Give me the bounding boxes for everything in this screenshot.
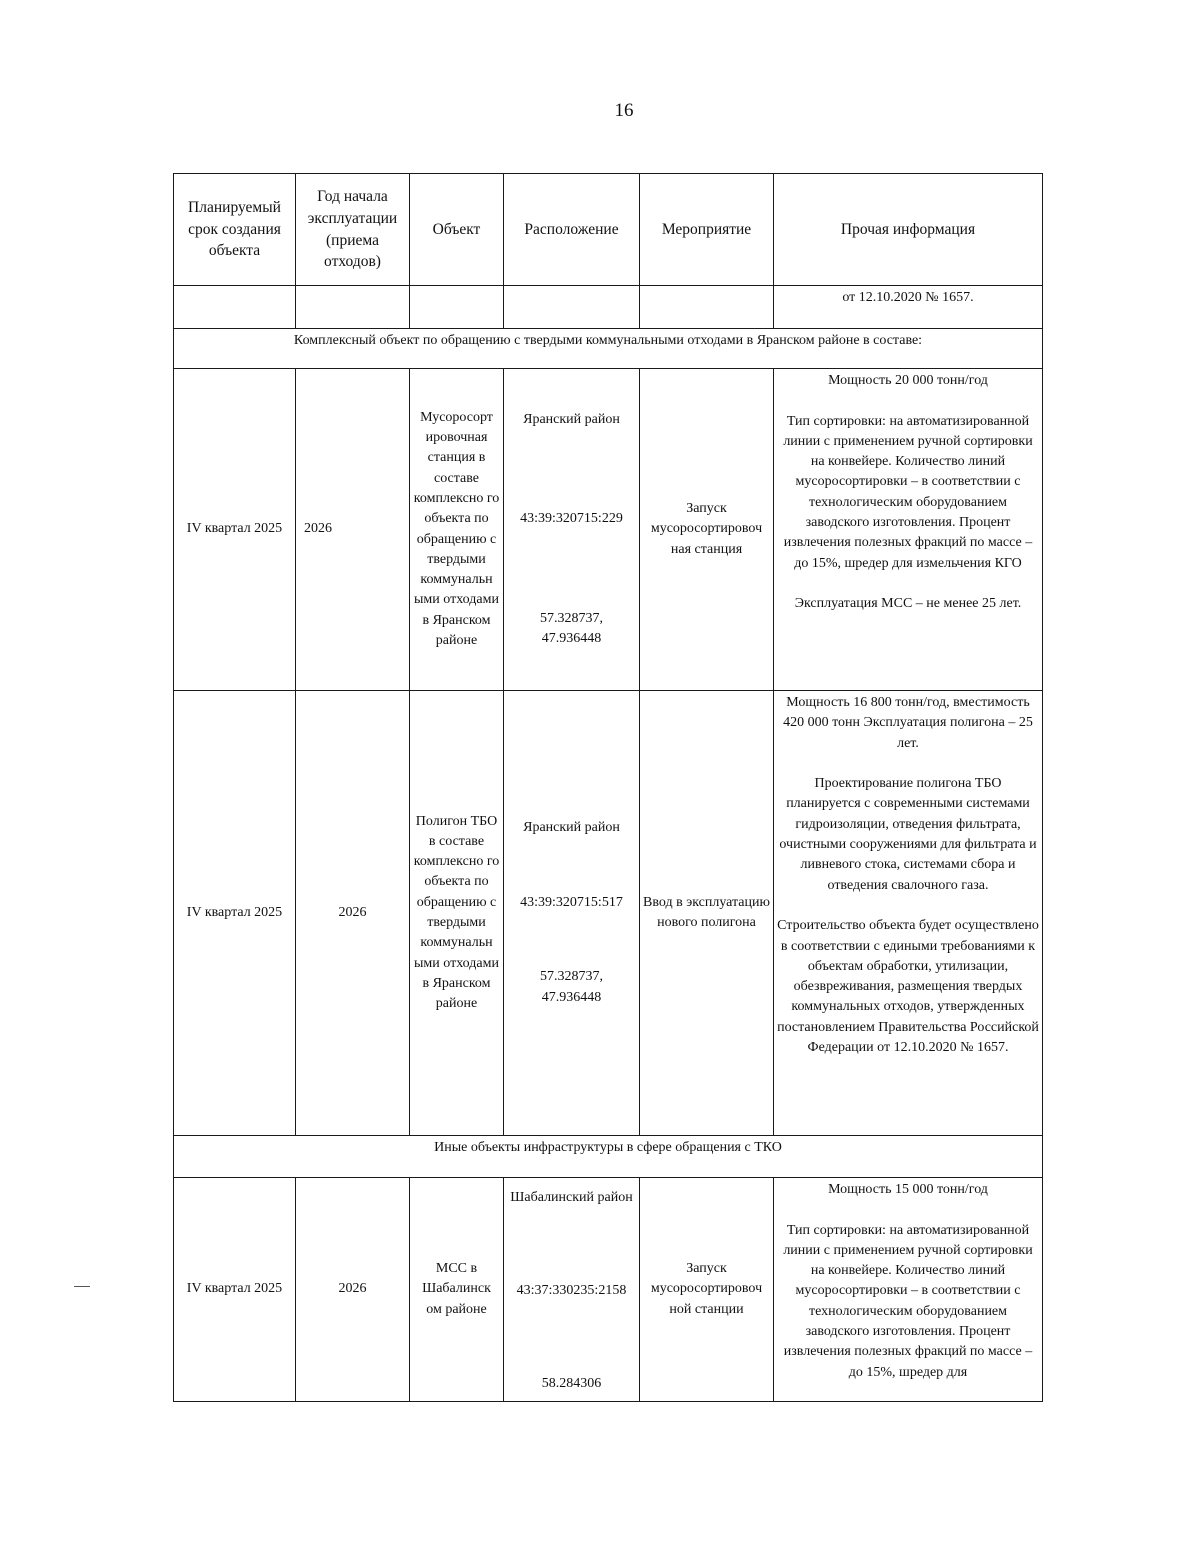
cell-object: Мусоросорт ировочная станция в составе комплексно го объекта по обращению с твердыми коммунальн ыми отходами в Яранском районе — [410, 369, 504, 691]
info-sorting: Тип сортировки: на автоматизированной линии с применением ручной сортировки на конвейере. Количество линий мусоросортировки – в соответствии с технологическим оборудованием заводского изготовления. Процент извлечения полезных фракций по массе – до 15%, шредер для измельчения КГО — [783, 413, 1033, 571]
cell-info — [774, 1178, 1043, 1402]
table-row — [174, 369, 1043, 691]
cell-term: IV квартал 2025 — [174, 1178, 296, 1402]
header-object: Объект — [410, 174, 504, 286]
header-action: Мероприятие — [640, 174, 774, 286]
cell-location — [504, 369, 640, 691]
cell-term: IV квартал 2025 — [174, 691, 296, 1136]
location-coords: 57.328737, 47.936448 — [540, 610, 603, 647]
waste-facilities-table — [173, 173, 1043, 1402]
location-district: Яранский район — [523, 820, 620, 835]
cell-info — [774, 369, 1043, 691]
cell-year: 2026 — [296, 691, 410, 1136]
cell-location — [504, 691, 640, 1136]
cell-object: МСС в Шабалинск ом районе — [410, 1178, 504, 1402]
section-title-row — [174, 329, 1043, 369]
location-coords: 58.284306 — [541, 1375, 602, 1391]
location-district: Яранский район — [523, 411, 620, 427]
scan-mark — [74, 1286, 90, 1287]
location-coords: 57.328737, 47.936448 — [540, 969, 603, 1005]
info-operation: Эксплуатация МСС – не менее 25 лет. — [794, 596, 1022, 612]
info-capacity: Мощность 20 000 тонн/год — [828, 373, 988, 388]
section-1-title: Комплексный объект по обращению с твердыми коммунальными отходами в Яранском районе в составе: — [174, 329, 1043, 369]
continuation-info: от 12.10.2020 № 1657. — [774, 286, 1043, 329]
location-district: Шабалинский район — [510, 1190, 633, 1205]
location-cadastral: 43:39:320715:517 — [520, 894, 623, 910]
cell-action: Ввод в эксплуатацию нового полигона — [640, 691, 774, 1136]
continuation-row — [174, 286, 1043, 329]
cell-action: Запуск мусоросортировоч ная станция — [640, 369, 774, 691]
page-number: 16 — [614, 100, 634, 121]
cell-year: 2026 — [296, 1178, 410, 1402]
location-cadastral: 43:37:330235:2158 — [516, 1282, 627, 1298]
section-2-title: Иные объекты инфраструктуры в сфере обращения с ТКО — [174, 1136, 1043, 1178]
info-design: Проектирование полигона ТБО планируется с современными системами гидроизоляции, отведения фильтрата, очистными сооружениями для фильтрата и ливневого стока, системами сбора и отведения свалочного газа. — [779, 776, 1037, 893]
cell-action: Запуск мусоросортировоч ной станции — [640, 1178, 774, 1402]
info-sorting: Тип сортировки: на автоматизированной линии с применением ручной сортировки на конвейере. Количество линий мусоросортировки – в соответствии с технологическим оборудованием заводского изготовления. Процент извлечения полезных фракций по массе – до 15%, шредер для — [783, 1222, 1033, 1380]
header-info: Прочая информация — [774, 174, 1043, 286]
cell-info — [774, 691, 1043, 1136]
cell-term: IV квартал 2025 — [174, 369, 296, 691]
info-capacity: Мощность 15 000 тонн/год — [828, 1182, 988, 1197]
header-year: Год начала эксплуатации (приема отходов) — [296, 174, 410, 286]
info-capacity: Мощность 16 800 тонн/год, вместимость 420 000 тонн Эксплуатация полигона – 25 лет. — [783, 695, 1033, 751]
cell-location — [504, 1178, 640, 1402]
table-row — [174, 691, 1043, 1136]
header-location: Расположение — [504, 174, 640, 286]
cell-year: 2026 — [296, 369, 410, 691]
header-term: Планируемый срок создания объекта — [174, 174, 296, 286]
info-construction: Строительство объекта будет осуществлено в соответствии с едиными требованиями к объектам обработки, утилизации, обезвреживания, размещения твердых коммунальных отходов, утвержденных постановлением Правительства Российской Федерации от 12.10.2020 № 1657. — [777, 918, 1039, 1056]
section-title-row — [174, 1136, 1043, 1178]
cell-object: Полигон ТБО в составе комплексно го объекта по обращению с твердыми коммунальн ыми отходами в Яранском районе — [410, 691, 504, 1136]
location-cadastral: 43:39:320715:229 — [520, 511, 623, 527]
table-row — [174, 1178, 1043, 1402]
header-row — [174, 174, 1043, 286]
